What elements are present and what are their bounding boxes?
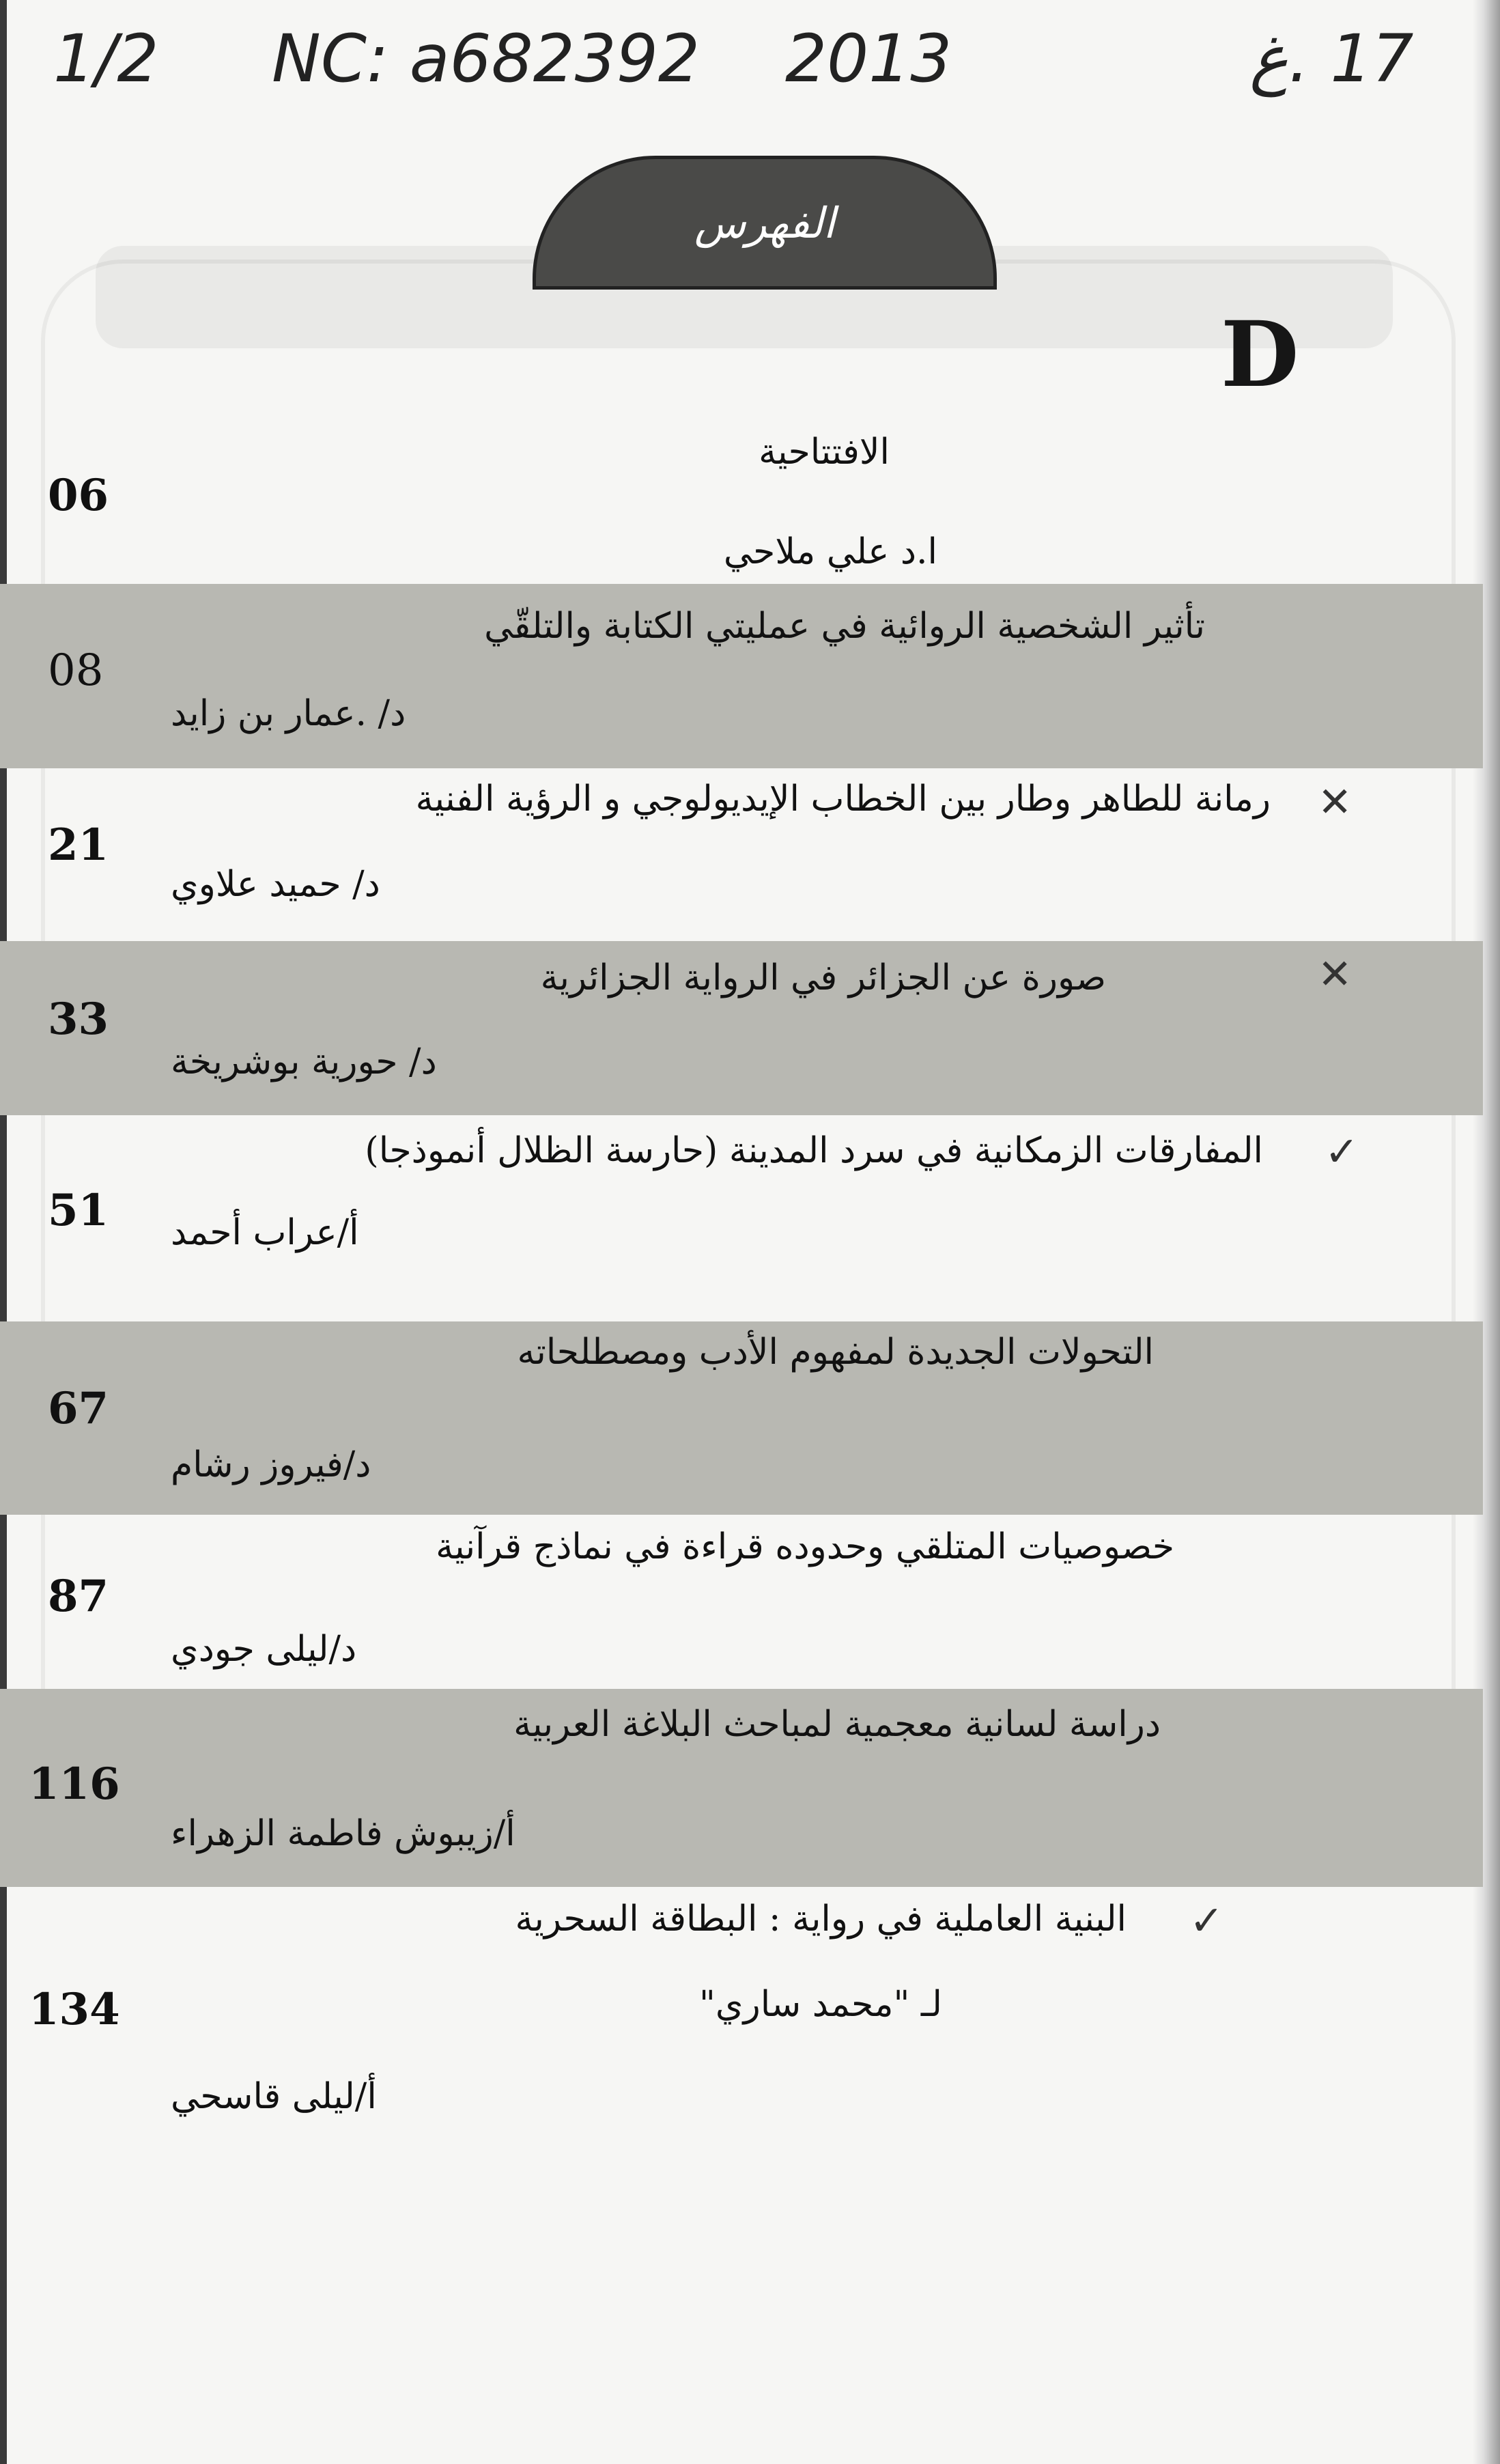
check-mark-icon: ✕	[1318, 951, 1353, 998]
entry-page: 51	[48, 1185, 109, 1236]
handwritten-code: NC: a682392	[272, 20, 700, 97]
check-mark-icon: ✕	[1318, 779, 1353, 826]
index-title-tab	[533, 156, 997, 290]
handwritten-year: 2013	[785, 20, 952, 97]
check-mark-icon: ✓	[1325, 1128, 1359, 1176]
entry-author: د/فيروز رشام	[171, 1444, 371, 1485]
check-mark-icon: ✓	[1189, 1897, 1224, 1945]
entry-subtitle: لـ "محمد ساري"	[699, 1984, 942, 2025]
entry-title: البنية العاملية في رواية : البطاقة السحرية	[515, 1899, 1127, 1940]
entry-author: أ/عراب أحمد	[171, 1212, 359, 1253]
entry-author: د/ حميد علاوي	[171, 864, 380, 905]
entry-author: د/ليلى جودي	[171, 1629, 357, 1670]
entry-author: أ/ليلى قاسحي	[171, 2076, 377, 2117]
entry-author: أ/زيبوش فاطمة الزهراء	[171, 1813, 515, 1854]
scan-edge-left	[0, 0, 7, 2464]
entry-title: صورة عن الجزائر في الرواية الجزائرية	[540, 957, 1106, 998]
handwritten-ref: 17 .غ	[1249, 20, 1414, 97]
entry-page: 87	[48, 1571, 109, 1622]
index-title: الفهرس	[694, 197, 835, 248]
entry-page: 08	[48, 645, 104, 696]
stamp-letter: D	[1221, 302, 1299, 408]
entry-page: 67	[48, 1383, 109, 1434]
entry-author: د/ حورية بوشريخة	[171, 1041, 437, 1082]
entry-title: الافتتاحية	[759, 432, 890, 473]
entry-page: 06	[48, 470, 109, 521]
entry-title: رمانة للطاهر وطار بين الخطاب الإيديولوجي و الرؤية الفنية	[415, 779, 1271, 820]
entry-title: تأثير الشخصية الروائية في عمليتي الكتابة والتلقّي	[484, 606, 1205, 647]
entry-author: ا.د علي ملاحي	[723, 531, 937, 572]
scan-edge-right	[1473, 0, 1500, 2464]
entry-page: 21	[48, 820, 109, 871]
handwritten-volume: 1/2	[53, 20, 159, 97]
entry-title: المفارقات الزمكانية في سرد المدينة (حارسة الظلال أنموذجا)	[365, 1130, 1263, 1171]
entry-page: 33	[48, 994, 109, 1045]
entry-page: 116	[29, 1759, 120, 1810]
entry-title: خصوصيات المتلقي وحدوده قراءة في نماذج قرآنية	[436, 1526, 1174, 1567]
entry-page: 134	[29, 1984, 120, 2035]
entry-title: دراسة لسانية معجمية لمباحث البلاغة العربية	[513, 1704, 1161, 1745]
entry-title: التحولات الجديدة لمفهوم الأدب ومصطلحاته	[517, 1332, 1154, 1373]
entry-author: د/ .عمار بن زايد	[171, 693, 406, 734]
